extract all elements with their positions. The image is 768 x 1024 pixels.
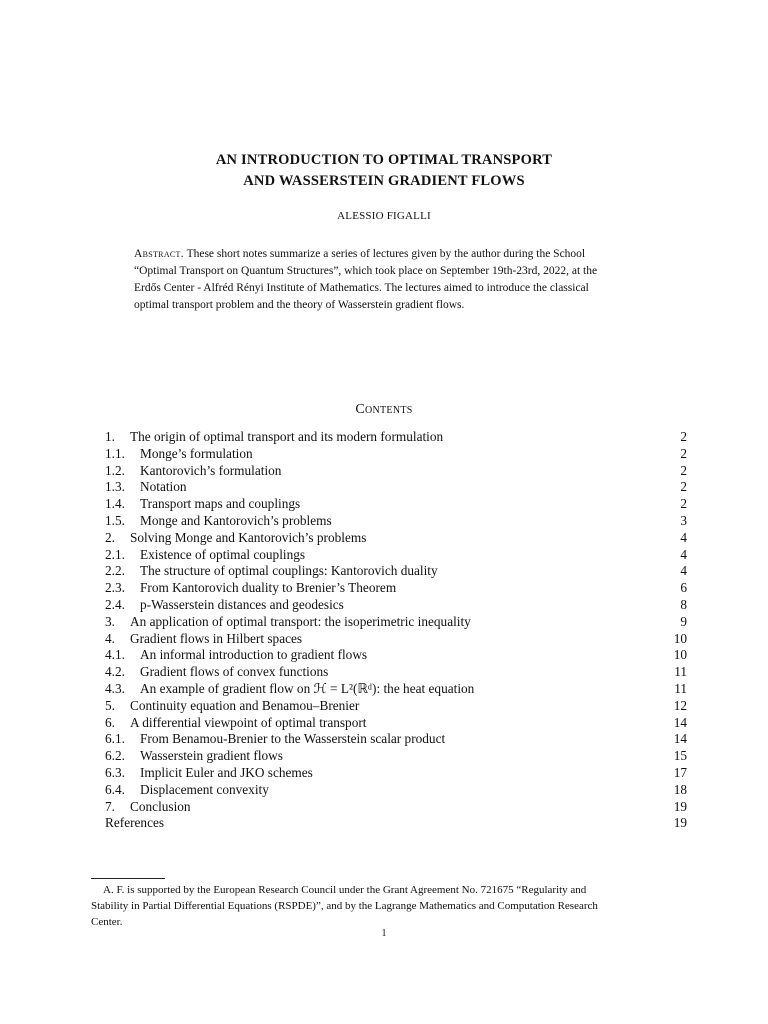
toc-entry-number: 7.	[105, 798, 115, 814]
toc-entry-number: 6.2.	[105, 748, 125, 764]
toc-entry-number: 2.2.	[105, 563, 125, 579]
footnote	[91, 882, 687, 930]
toc-entry-page: 2	[680, 429, 687, 444]
abstract-line: Erdős Center - Alfréd Rényi Institute of Mathematics. The lectures aimed to introduce the classical	[134, 282, 589, 294]
toc-entry[interactable]	[105, 799, 687, 816]
toc-entry-title: Continuity equation and Benamou–Brenier	[130, 697, 360, 713]
toc-entry-page: 4	[680, 563, 687, 579]
abstract-label: Abstract.	[134, 248, 184, 260]
toc-entry-page: 12	[673, 697, 687, 713]
toc-entry[interactable]	[105, 731, 687, 748]
toc-entry[interactable]	[105, 597, 687, 614]
toc-entry[interactable]	[105, 815, 687, 832]
toc-entry-page: 14	[673, 714, 687, 730]
paper-title-line-2: AND WASSERSTEIN GRADIENT FLOWS	[243, 173, 525, 189]
toc-entry-number: 4.3.	[105, 680, 125, 696]
toc-entry-title: From Benamou-Brenier to the Wasserstein scalar product	[140, 731, 446, 747]
toc-entry-page: 2	[680, 496, 687, 512]
toc-entry-page: 2	[680, 479, 687, 495]
toc-entry-number: 1.4.	[105, 496, 125, 512]
toc-entry-page: 15	[673, 748, 687, 764]
toc-entry-title: References	[105, 815, 165, 831]
abstract	[134, 246, 642, 314]
toc-entry-title: Wasserstein gradient flows	[140, 748, 283, 764]
toc-entry-title: Kantorovich’s formulation	[140, 462, 282, 478]
toc-entry-number: 1.2.	[105, 462, 125, 478]
toc-entry-page: 19	[673, 798, 687, 814]
toc-entry-page: 3	[680, 512, 687, 528]
toc-entry-number: 4.1.	[105, 647, 125, 663]
toc-entry-title: Monge’s formulation	[140, 445, 253, 461]
footnote-line: Center.	[91, 916, 123, 928]
page-number: 1	[381, 928, 387, 939]
toc-entry-number: 6.	[105, 714, 115, 730]
toc-entry-page: 4	[680, 529, 687, 545]
toc-entry-number: 5.	[105, 697, 115, 713]
abstract-line: Abstract. These short notes summarize a series of lectures given by the author during the School	[134, 248, 586, 260]
toc-entry[interactable]	[105, 698, 687, 715]
toc-entry-number: 2.	[105, 529, 115, 545]
toc-entry-number: 6.3.	[105, 764, 125, 780]
toc-entry-title: Notation	[140, 479, 187, 495]
toc-entry-page: 11	[674, 680, 687, 696]
toc-entry-title: p-Wasserstein distances and geodesics	[140, 596, 344, 612]
toc-entry-page: 11	[674, 664, 687, 680]
toc-entry-page: 14	[673, 731, 687, 747]
toc-entry-number: 1.5.	[105, 512, 125, 528]
toc-entry-page: 2	[680, 445, 687, 461]
toc-entry-title: The origin of optimal transport and its modern formulation	[130, 429, 444, 444]
toc-entry-number: 4.2.	[105, 664, 125, 680]
toc-entry[interactable]	[105, 614, 687, 631]
toc-entry-page: 10	[673, 630, 687, 646]
toc-entry[interactable]	[105, 580, 687, 597]
toc-entry-number: 1.1.	[105, 445, 125, 461]
toc-entry[interactable]	[105, 547, 687, 564]
toc-entry-page: 18	[673, 781, 687, 797]
toc-entry[interactable]	[105, 530, 687, 547]
toc-entry[interactable]	[105, 765, 687, 782]
paper-title-line-1: AN INTRODUCTION TO OPTIMAL TRANSPORT	[215, 152, 553, 168]
toc-entry-title: An example of gradient flow on ℋ = L²(ℝᵈ): the heat equation	[140, 680, 475, 696]
toc-entry-title: An application of optimal transport: the isoperimetric inequality	[130, 613, 471, 629]
toc-entry[interactable]	[105, 563, 687, 580]
toc-entry-title: From Kantorovich duality to Brenier’s Theorem	[140, 580, 397, 596]
toc-entry-title: Implicit Euler and JKO schemes	[140, 764, 313, 780]
toc-entry-number: 3.	[105, 613, 115, 629]
toc-entry-title: Transport maps and couplings	[140, 496, 301, 512]
toc-entry-title: Conclusion	[130, 798, 191, 814]
abstract-line: optimal transport problem and the theory of Wasserstein gradient flows.	[134, 299, 465, 311]
toc-entry-title: Existence of optimal couplings	[140, 546, 306, 562]
toc-entry-page: 17	[673, 764, 687, 780]
toc-entry[interactable]	[105, 429, 687, 446]
toc-entry-number: 2.3.	[105, 580, 125, 596]
toc-entry-page: 10	[673, 647, 687, 663]
author-name: ALESSIO FIGALLI	[337, 210, 431, 222]
toc-entry-number: 4.	[105, 630, 115, 646]
toc-entry[interactable]	[105, 681, 687, 698]
toc-entry[interactable]	[105, 479, 687, 496]
footnote-rule	[91, 878, 165, 879]
toc-entry-title: An informal introduction to gradient flows	[140, 647, 368, 663]
toc-entry-number: 6.4.	[105, 781, 125, 797]
toc-entry-page: 19	[673, 815, 687, 831]
toc-entry[interactable]	[105, 664, 687, 681]
toc-entry[interactable]	[105, 782, 687, 799]
toc-entry-number: 2.4.	[105, 596, 125, 612]
table-of-contents	[105, 429, 687, 832]
toc-entry[interactable]	[105, 647, 687, 664]
toc-entry-title: Gradient flows in Hilbert spaces	[130, 630, 303, 646]
toc-entry-number: 6.1.	[105, 731, 125, 747]
toc-entry-number: 1.	[105, 429, 115, 444]
toc-entry[interactable]	[105, 715, 687, 732]
toc-entry-title: Displacement convexity	[140, 781, 269, 797]
abstract-line: “Optimal Transport on Quantum Structures”, which took place on September 19th-23rd, 2022, at the	[134, 265, 598, 277]
toc-entry-page: 9	[680, 613, 687, 629]
toc-entry[interactable]	[105, 748, 687, 765]
toc-entry-title: A differential viewpoint of optimal transport	[130, 714, 367, 730]
toc-entry-page: 2	[680, 462, 687, 478]
contents-heading: Contents	[355, 402, 413, 417]
toc-entry-title: Solving Monge and Kantorovich’s problems	[130, 529, 367, 545]
footnote-line: A. F. is supported by the European Research Council under the Grant Agreement No. 721675 “Regularity and	[103, 884, 587, 896]
toc-entry-title: Gradient flows of convex functions	[140, 664, 329, 680]
toc-entry[interactable]	[105, 513, 687, 530]
toc-entry[interactable]	[105, 463, 687, 480]
toc-entry-page: 8	[680, 596, 687, 612]
toc-entry[interactable]	[105, 631, 687, 648]
toc-entry-page: 6	[680, 580, 687, 596]
toc-entry-title: The structure of optimal couplings: Kantorovich duality	[140, 563, 438, 579]
toc-entry[interactable]	[105, 446, 687, 463]
toc-entry-page: 4	[680, 546, 687, 562]
toc-entry[interactable]	[105, 496, 687, 513]
footnote-line: Stability in Partial Differential Equations (RSPDE)”, and by the Lagrange Mathematics and Computation Research	[91, 900, 598, 912]
toc-entry-number: 1.3.	[105, 479, 125, 495]
toc-entry-title: Monge and Kantorovich’s problems	[140, 512, 332, 528]
toc-entry-number: 2.1.	[105, 546, 125, 562]
